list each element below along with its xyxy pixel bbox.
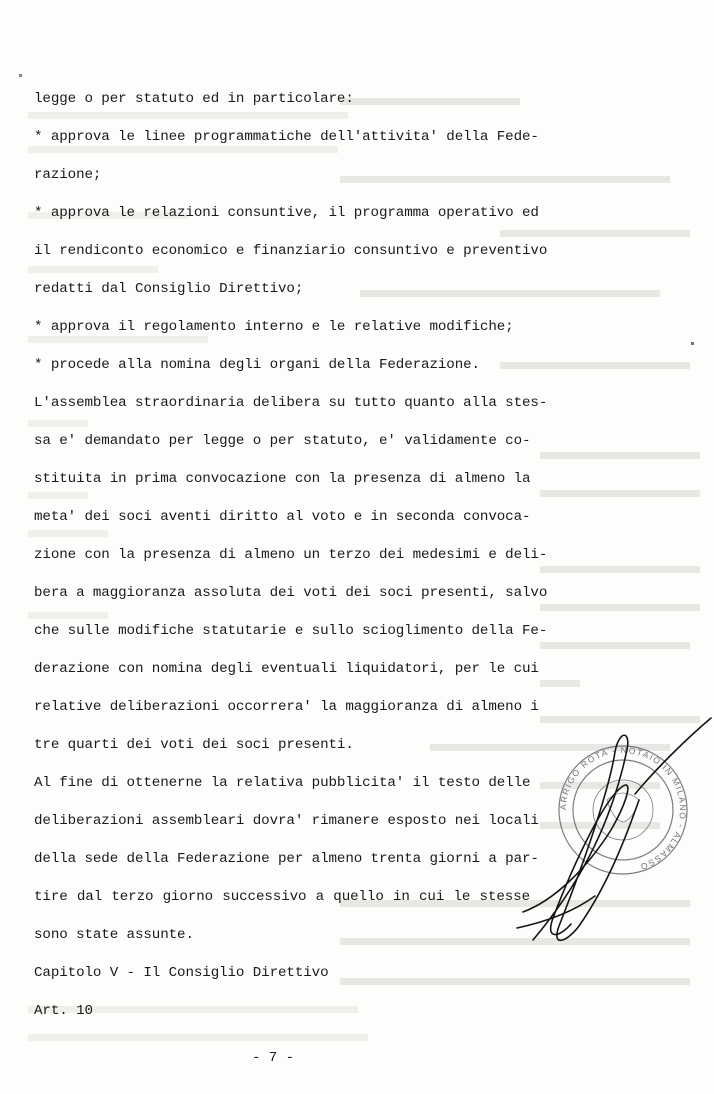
text-line: zione con la presenza di almeno un terzo dei medesimi e deli- bbox=[34, 547, 548, 563]
scan-speck bbox=[691, 342, 694, 345]
text-line: tire dal terzo giorno successivo a quello in cui le stesse bbox=[34, 889, 530, 905]
article-heading: Art. 10 bbox=[34, 1003, 93, 1019]
text-line: il rendiconto economico e finanziario consuntivo e preventivo bbox=[34, 243, 548, 259]
text-line: * approva il regolamento interno e le relative modifiche; bbox=[34, 319, 514, 335]
text-line: relative deliberazioni occorrera' la maggioranza di almeno i bbox=[34, 699, 539, 715]
text-line: * approva le relazioni consuntive, il programma operativo ed bbox=[34, 205, 539, 221]
text-line: stituita in prima convocazione con la presenza di almeno la bbox=[34, 471, 531, 487]
text-line: razione; bbox=[34, 167, 102, 183]
text-line: deliberazioni assembleari dovra' rimanere esposto nei locali bbox=[34, 813, 539, 829]
text-line: sa e' demandato per legge o per statuto, e' validamente co- bbox=[34, 433, 531, 449]
notary-seal-and-signature bbox=[515, 690, 714, 990]
scan-speck bbox=[19, 74, 22, 77]
text-line: L'assemblea straordinaria delibera su tutto quanto alla stes- bbox=[34, 395, 548, 411]
text-line: * approva le linee programmatiche dell'attivita' della Fede- bbox=[34, 129, 539, 145]
text-line: bera a maggioranza assoluta dei voti dei soci presenti, salvo bbox=[34, 585, 548, 601]
text-line: sono state assunte. bbox=[34, 927, 194, 943]
text-line: derazione con nomina degli eventuali liquidatori, per le cui bbox=[34, 661, 539, 677]
text-line: meta' dei soci aventi diritto al voto e in seconda convoca- bbox=[34, 509, 531, 525]
text-line: Al fine di ottenerne la relativa pubblicita' il testo delle bbox=[34, 775, 531, 791]
text-line: legge o per statuto ed in particolare: bbox=[34, 91, 354, 107]
chapter-heading: Capitolo V - Il Consiglio Direttivo bbox=[34, 965, 329, 981]
page-number: - 7 - bbox=[252, 1050, 295, 1066]
text-line: redatti dal Consiglio Direttivo; bbox=[34, 281, 304, 297]
seal-text: ARRIGO ROTA - NOTAIO IN MILANO - ALMASSO bbox=[557, 744, 689, 873]
text-line: tre quarti dei voti dei soci presenti. bbox=[34, 737, 354, 753]
text-line: * procede alla nomina degli organi della Federazione. bbox=[34, 357, 480, 373]
text-line: che sulle modifiche statutarie e sullo scioglimento della Fe- bbox=[34, 623, 548, 639]
text-line: della sede della Federazione per almeno trenta giorni a par- bbox=[34, 851, 539, 867]
